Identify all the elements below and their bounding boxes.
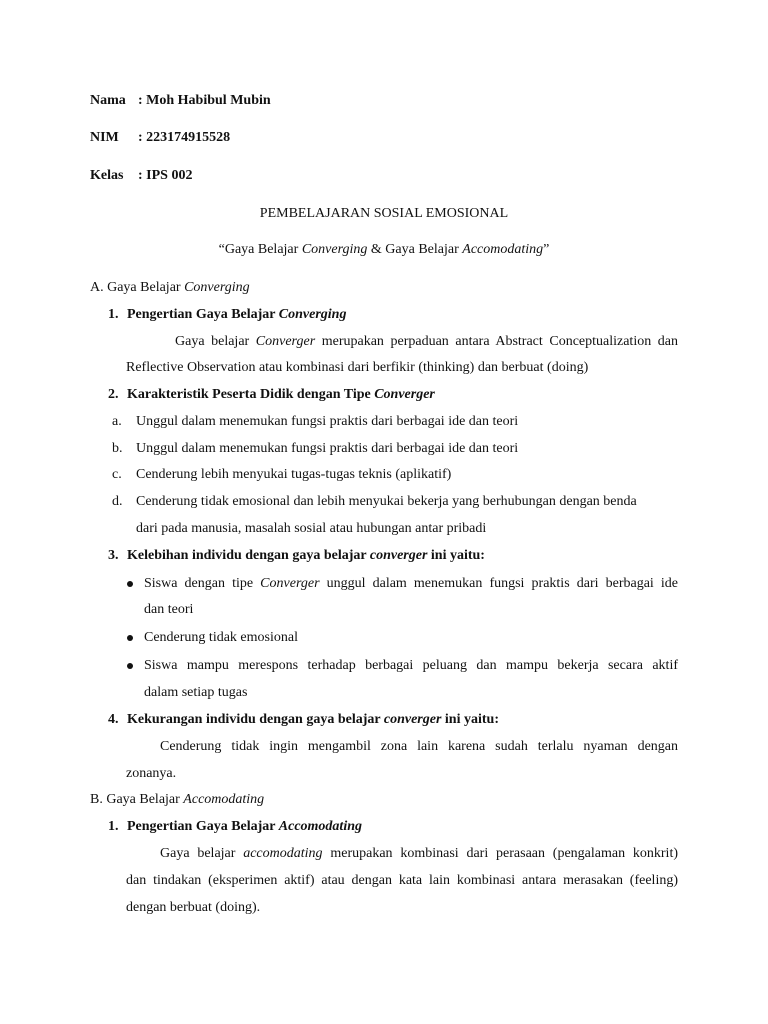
paragraph-a4-line2: zonanya. <box>126 766 177 781</box>
subtitle-term-accomodating: Accomodating <box>462 242 544 257</box>
item-term: converger <box>369 548 428 563</box>
nim-value: 223174915528 <box>146 130 231 145</box>
list-item <box>112 413 518 431</box>
section-b-heading <box>90 791 264 809</box>
bullet-text: unggul dalam menemukan fungsi praktis dari berbagai ide <box>319 576 678 591</box>
list-text: Unggul dalam menemukan fungsi praktis dari berbagai ide dan teori <box>136 414 519 429</box>
item-number: 1. <box>108 307 119 322</box>
item-number: 3. <box>108 548 119 563</box>
item-term: Converger <box>374 387 435 402</box>
subtitle-text: “Gaya Belajar <box>218 242 302 257</box>
kelas-row <box>90 167 192 185</box>
para-text: merupakan kombinasi dari perasaan (pengalaman konkrit) <box>322 846 678 861</box>
item-text: ini yaitu: <box>427 548 485 563</box>
kelas-value: IPS 002 <box>146 168 193 183</box>
para-term: accomodating <box>243 846 323 861</box>
list-item <box>112 466 451 484</box>
item-term: Accomodating <box>278 819 363 834</box>
list-item <box>112 440 518 458</box>
kelas-sep: : <box>138 168 143 183</box>
list-text: Unggul dalam menemukan fungsi praktis dari berbagai ide dan teori <box>136 441 519 456</box>
paragraph-a1-line1 <box>175 333 678 351</box>
para-text: merupakan perpaduan antara Abstract Conceptualization dan <box>315 334 679 349</box>
list-text: Cenderung tidak emosional dan lebih menyukai bekerja yang berhubungan dengan benda <box>136 494 637 509</box>
bullet-item-1 <box>144 575 678 593</box>
bullet-term: Converger <box>260 576 320 591</box>
para-term: Converger <box>255 334 316 349</box>
list-marker: a. <box>112 414 122 429</box>
nim-row <box>90 129 230 147</box>
section-b-item-1 <box>108 818 362 836</box>
list-marker: b. <box>112 441 123 456</box>
para-text: Gaya belajar <box>160 846 244 861</box>
item-number: 1. <box>108 819 119 834</box>
bullet-icon <box>127 581 133 587</box>
document-subtitle <box>0 241 768 259</box>
section-a-item-2 <box>108 386 435 404</box>
heading-text: B. Gaya Belajar <box>90 792 184 807</box>
subtitle-text: & Gaya Belajar <box>367 242 463 257</box>
list-text: Cenderung lebih menyukai tugas-tugas teknis (aplikatif) <box>136 467 452 482</box>
paragraph-b1-line2: dan tindakan (eksperimen aktif) atau dengan kata lain kombinasi antara merasakan (feeling) <box>126 873 678 888</box>
paragraph-a4-line1: Cenderung tidak ingin mengambil zona lain karena sudah terlalu nyaman dengan <box>160 739 678 754</box>
bullet-item-2: Cenderung tidak emosional <box>144 630 298 645</box>
bullet-item-3: Siswa mampu merespons terhadap berbagai peluang dan mampu bekerja secara aktif <box>144 658 678 673</box>
item-text: ini yaitu: <box>441 712 499 727</box>
item-text: Karakteristik Peserta Didik dengan Tipe <box>127 387 375 402</box>
document-title: PEMBELAJARAN SOSIAL EMOSIONAL <box>259 206 509 221</box>
item-number: 2. <box>108 387 119 402</box>
subtitle-text: ” <box>543 242 550 257</box>
item-text: Kelebihan individu dengan gaya belajar <box>127 548 370 563</box>
section-a-heading <box>90 279 250 297</box>
bullet-icon <box>127 635 133 641</box>
item-text: Kekurangan individu dengan gaya belajar <box>127 712 384 727</box>
item-number: 4. <box>108 712 119 727</box>
bullet-icon <box>127 663 133 669</box>
item-text: Pengertian Gaya Belajar <box>127 307 279 322</box>
nim-sep: : <box>138 130 143 145</box>
paragraph-b1-line1 <box>160 845 678 863</box>
paragraph-a1-line2: Reflective Observation atau kombinasi dari berfikir (thinking) dan berbuat (doing) <box>126 360 589 375</box>
item-text: Pengertian Gaya Belajar <box>127 819 279 834</box>
bullet-item-3-cont: dalam setiap tugas <box>144 685 248 700</box>
section-a-item-1 <box>108 306 346 324</box>
heading-text: A. Gaya Belajar <box>90 280 185 295</box>
item-term: converger <box>383 712 442 727</box>
item-term: Converging <box>278 307 347 322</box>
section-a-item-3 <box>108 547 485 565</box>
kelas-label: Kelas <box>90 168 124 183</box>
name-row <box>90 92 271 110</box>
section-a-item-4 <box>108 711 499 729</box>
list-item <box>112 493 637 511</box>
list-marker: d. <box>112 494 123 509</box>
list-marker: c. <box>112 467 122 482</box>
name-label: Nama <box>90 93 126 108</box>
name-value: Moh Habibul Mubin <box>146 93 271 108</box>
name-sep: : <box>138 93 143 108</box>
list-item-continuation: dari pada manusia, masalah sosial atau hubungan antar pribadi <box>136 521 487 536</box>
heading-term: Accomodating <box>183 792 265 807</box>
para-text: Gaya belajar <box>175 334 256 349</box>
bullet-item-1-cont: dan teori <box>144 602 194 617</box>
subtitle-term-converging: Converging <box>301 242 368 257</box>
heading-term: Converging <box>184 280 250 295</box>
nim-label: NIM <box>90 130 119 145</box>
bullet-text: Siswa dengan tipe <box>144 576 261 591</box>
paragraph-b1-line3: dengan berbuat (doing). <box>126 900 261 915</box>
